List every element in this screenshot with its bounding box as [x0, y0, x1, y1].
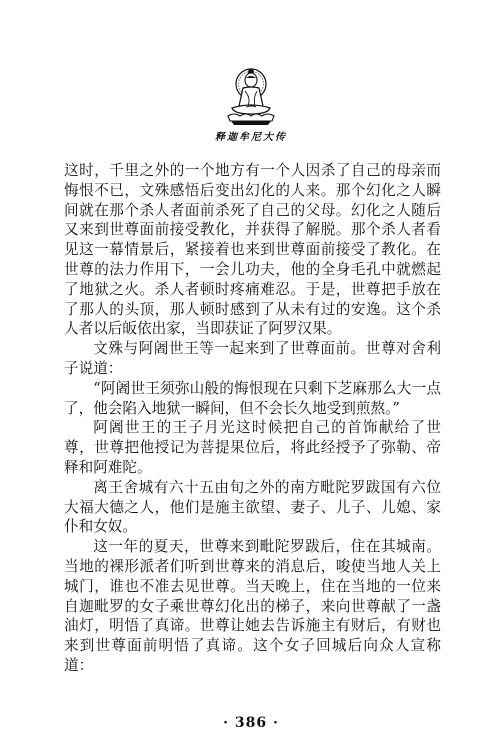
paragraph: 文殊与阿阇世王等一起来到了世尊面前。世尊对舍利子说道：	[64, 340, 441, 377]
buddha-emblem-icon	[222, 64, 280, 126]
paragraph: 这一年的夏天，世尊来到毗陀罗跋后，住在其城南。当地的裸形派者们听到世尊来的消息后，唆使当地人关上城门，谁也不准去见世尊。当天晚上，住在当地的一位来自迦毗罗的女子乘世尊幻化出的梯子，来向世尊献了一盏油灯，明悟了真谛。世尊让她去告诉施主有财后，有财也来到世尊面前明悟了真谛。这个女子回城后向众人宣称道：	[64, 538, 441, 674]
paragraph: “阿阇世王须弥山般的悔恨现在只剩下芝麻那么大一点了，他会陷入地狱一瞬间，但不会长久地受到煎熬。”	[64, 379, 441, 417]
body-text	[64, 161, 441, 676]
page-number: · 386 ·	[223, 715, 279, 731]
running-header-title: 释迦牟尼大传	[215, 132, 287, 143]
paragraph: 这时，千里之外的一个地方有一个人因杀了自己的母亲而悔恨不已，文殊感悟后变出幻化的人来。那个幻化之人瞬间就在那个杀人者面前杀死了自己的父母。幻化之人随后又来到世尊面前接受教化，并获得了解脱。那个杀人者看见这一幕情景后，紧接着也来到世尊面前接受了教化。在世尊的法力作用下，一会儿功夫，他的全身毛孔中就燃起了地狱之火。杀人者顿时疼痛难忍。于是，世尊把手放在了那人的头顶，那人顿时感到了从未有过的安逸。这个杀人者以后皈依出家，当即获证了阿罗汉果。	[64, 162, 441, 338]
paragraph: 阿阇世王的王子月光这时候把自己的首饰献给了世尊，世尊把他授记为菩提果位后，将此经授予了弥勒、帝释和阿难陀。	[64, 419, 441, 476]
paragraph: 离王舍城有六十五由旬之外的南方毗陀罗跋国有六位大福大德之人，他们是施主欲望、妻子、儿子、儿媳、家仆和女奴。	[64, 478, 441, 536]
